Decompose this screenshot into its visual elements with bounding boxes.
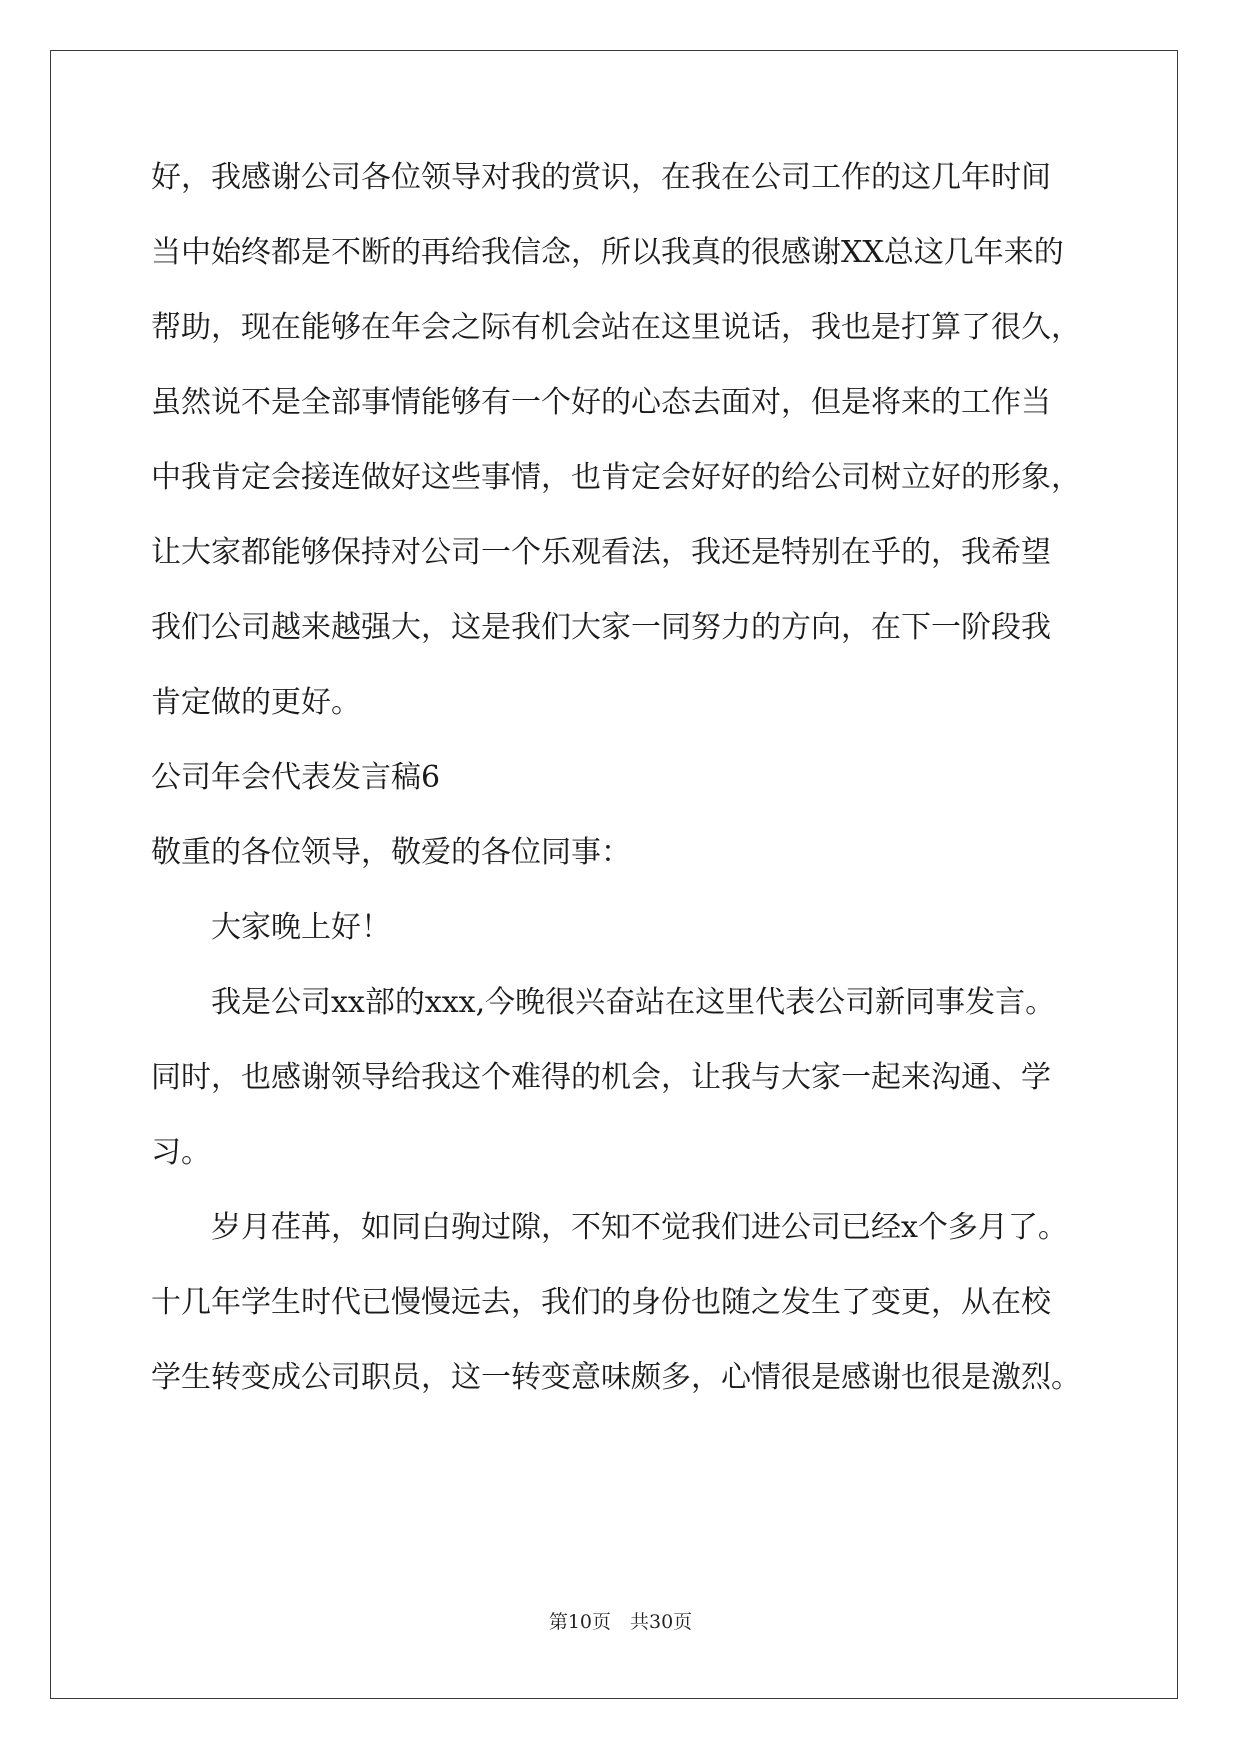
text-line: 十几年学生时代已慢慢远去，我们的身份也随之发生了变更，从在校 — [151, 1285, 1051, 1320]
section-title: 公司年会代表发言稿6 — [151, 760, 441, 795]
text-line: 我是公司xx部的xxx,今晚很兴奋站在这里代表公司新同事发言。 — [211, 985, 1056, 1020]
text-line: 中我肯定会接连做好这些事情，也肯定会好好的给公司树立好的形象， — [151, 460, 1081, 495]
text-line: 我们公司越来越强大，这是我们大家一同努力的方向，在下一阶段我 — [151, 610, 1051, 645]
greeting: 大家晚上好！ — [211, 910, 391, 945]
page-number: 第10页 共30页 — [548, 1611, 693, 1633]
text-line: 同时，也感谢领导给我这个难得的机会，让我与大家一起来沟通、学 — [151, 1060, 1051, 1095]
text-line: 好，我感谢公司各位领导对我的赏识，在我在公司工作的这几年时间 — [151, 160, 1051, 195]
salutation: 敬重的各位领导，敬爱的各位同事： — [151, 835, 631, 870]
text-line: 虽然说不是全部事情能够有一个好的心态去面对，但是将来的工作当 — [151, 385, 1051, 420]
text-line: 习。 — [151, 1135, 211, 1170]
text-line: 学生转变成公司职员，这一转变意味颇多，心情很是感谢也很是激烈。 — [151, 1360, 1081, 1395]
text-line: 肯定做的更好。 — [151, 685, 361, 720]
page-border — [50, 50, 1178, 1699]
text-line: 当中始终都是不断的再给我信念，所以我真的很感谢XX总这几年来的 — [151, 235, 1064, 270]
text-line: 岁月荏苒，如同白驹过隙，不知不觉我们进公司已经x个多月了。 — [211, 1210, 1068, 1245]
text-line: 让大家都能够保持对公司一个乐观看法，我还是特别在乎的，我希望 — [151, 535, 1051, 570]
text-line: 帮助，现在能够在年会之际有机会站在这里说话，我也是打算了很久， — [151, 310, 1081, 345]
